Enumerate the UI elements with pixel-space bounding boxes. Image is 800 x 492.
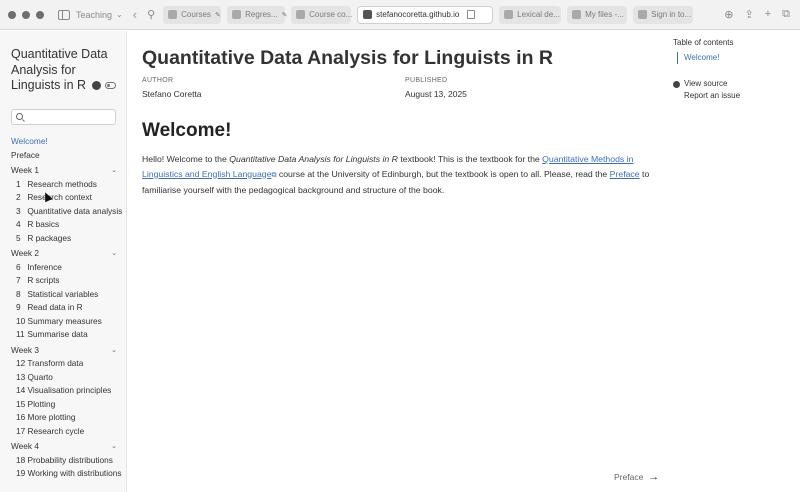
window-controls [8, 11, 44, 19]
view-source-link[interactable]: View source [673, 78, 793, 90]
arrow-right-icon: → [648, 471, 660, 483]
pin-icon: ✎ [214, 11, 221, 19]
sidebar-item-chapter-17[interactable]: 17 Research cycle [16, 425, 85, 436]
sidebar-item-chapter-2[interactable]: 2 Research context [16, 192, 92, 202]
sidebar-item-chapter-3[interactable]: 3 Quantitative data analysis [16, 205, 123, 216]
tab-stefanocoretta[interactable]: stefanocoretta.github.io [357, 6, 493, 24]
tab-lexical[interactable]: Lexical de... [499, 6, 561, 24]
sidebar-item-chapter-10[interactable]: 10 Summary measures [16, 315, 102, 326]
search-input[interactable] [26, 111, 114, 123]
dark-mode-toggle-icon[interactable] [105, 82, 116, 89]
close-window-button[interactable] [8, 11, 16, 19]
report-issue-link[interactable]: Report an issue [684, 91, 741, 100]
repo-actions [673, 78, 793, 102]
back-arrow-icon[interactable]: ‹ [132, 7, 138, 22]
favicon-icon [168, 10, 177, 19]
tab-regres[interactable]: Regres... ✎ [227, 6, 285, 24]
favicon-icon [232, 10, 241, 19]
new-tab-icon[interactable]: + [764, 8, 772, 20]
table-of-contents [673, 38, 793, 102]
tab-overview-icon[interactable]: ⚲ [147, 9, 156, 21]
sidebar [0, 31, 127, 492]
author-name: Stefano Coretta [142, 89, 202, 99]
chevron-down-icon[interactable]: ⌄ [111, 443, 117, 450]
minimize-window-button[interactable] [22, 11, 30, 19]
sidebar-item-chapter-13[interactable]: 13 Quarto [16, 371, 53, 382]
author-label: AUTHOR [142, 77, 174, 84]
sidebar-item-chapter-14[interactable]: 14 Visualisation principles [16, 385, 112, 395]
sidebar-item-chapter-12[interactable]: 12 Transform data [16, 358, 84, 368]
external-link-icon: ⧉ [271, 171, 277, 179]
share-icon[interactable]: ⇪ [744, 9, 754, 21]
pin-icon: ✎ [281, 11, 288, 19]
favicon-icon [363, 10, 372, 19]
book-title-emphasis: Quantitative Data Analysis for Linguists in R [229, 154, 398, 164]
zoom-window-button[interactable] [36, 11, 44, 19]
sidebar-item-chapter-4[interactable]: 4 R basics [16, 219, 60, 229]
section-heading: Welcome! [142, 120, 232, 141]
sidebar-item-chapter-7[interactable]: 7 R scripts [16, 275, 60, 285]
welcome-paragraph: Hello! Welcome to the Quantitative Data Analysis for Linguists in R textbook! This is the textbook for the Quantitative Methods in Linguistics and English Language⧉ course at the University of Edinburgh, but the textbook is open to all. Please, read the Preface to familiarise yourself with the pedagogical background and structure of the book. [142, 154, 650, 195]
page-title: Quantitative Data Analysis for Linguists in R [142, 47, 554, 69]
sidebar-item-chapter-5[interactable]: 5 R packages [16, 232, 72, 243]
chevron-down-icon[interactable]: ⌄ [111, 250, 117, 257]
favicon-icon [296, 10, 305, 19]
chevron-down-icon[interactable]: ⌄ [111, 346, 117, 354]
sidebar-item-chapter-16[interactable]: 16 More plotting [16, 412, 76, 422]
sidebar-item-preface[interactable]: Preface [11, 149, 40, 160]
sidebar-section-week-4[interactable]: Week 4 ⌄ [0, 438, 127, 454]
sidebar-item-chapter-9[interactable]: 9 Read data in R [16, 302, 83, 312]
sidebar-section-week-1[interactable]: Week 1 ⌄ [0, 162, 127, 178]
favicon-icon [638, 10, 647, 19]
published-label: PUBLISHED [405, 77, 448, 84]
tab-my-files[interactable]: My files -... [567, 6, 627, 24]
reader-icon[interactable] [467, 10, 475, 19]
sidebar-item-chapter-18[interactable]: 18 Probability distributions [16, 454, 113, 465]
chevron-down-icon[interactable]: ⌄ [111, 167, 117, 174]
sidebar-item-chapter-6[interactable]: 6 Inference [16, 261, 62, 272]
preface-link[interactable]: Preface [609, 168, 640, 179]
sidebar-section-week-3[interactable]: Week 3 ⌄ [0, 342, 127, 358]
download-icon[interactable]: ⊕ [724, 9, 734, 21]
tab-group-label[interactable]: Teaching [76, 9, 113, 20]
tabs-overview-icon[interactable]: ⧉ [782, 8, 790, 20]
main-content [142, 31, 662, 492]
sidebar-item-chapter-11[interactable]: 11 Summarise data [16, 329, 88, 339]
sidebar-item-chapter-8[interactable]: 8 Statistical variables [16, 288, 99, 299]
favicon-icon [504, 10, 513, 19]
sidebar-section-week-2[interactable]: Week 2 ⌄ [0, 245, 127, 261]
toc-title: Table of contents [673, 38, 734, 47]
tab-bar [163, 6, 693, 24]
sidebar-item-chapter-19[interactable]: 19 Working with distributions [16, 468, 122, 478]
sidebar-nav [0, 135, 127, 478]
next-page-link[interactable]: Preface → [614, 471, 660, 483]
sidebar-item-welcome[interactable]: Welcome! [11, 136, 48, 146]
favicon-icon [572, 10, 581, 19]
published-date: August 13, 2025 [405, 89, 467, 99]
toc-entry-welcome[interactable]: Welcome! [677, 52, 793, 64]
sidebar-toggle-icon[interactable] [58, 10, 70, 20]
sidebar-item-chapter-15[interactable]: 15 Plotting [16, 398, 56, 409]
tab-course-co[interactable]: Course co... [291, 6, 351, 24]
course-link[interactable]: Quantitative Methods in Linguistics and English Language [142, 154, 634, 179]
site-title[interactable]: Quantitative Data Analysis for Linguists in R [11, 47, 123, 94]
sidebar-item-chapter-1[interactable]: 1 Research methods [16, 178, 97, 189]
github-icon[interactable] [92, 81, 101, 90]
browser-toolbar [0, 0, 800, 30]
tab-sign-in[interactable]: Sign in to... [633, 6, 693, 24]
search-icon [16, 113, 23, 120]
tab-courses[interactable]: Courses ✎ [163, 6, 221, 24]
toolbar-right [724, 8, 790, 21]
search-box[interactable] [11, 109, 116, 125]
chevron-down-icon[interactable]: ⌄ [116, 10, 123, 19]
github-icon [673, 81, 680, 88]
